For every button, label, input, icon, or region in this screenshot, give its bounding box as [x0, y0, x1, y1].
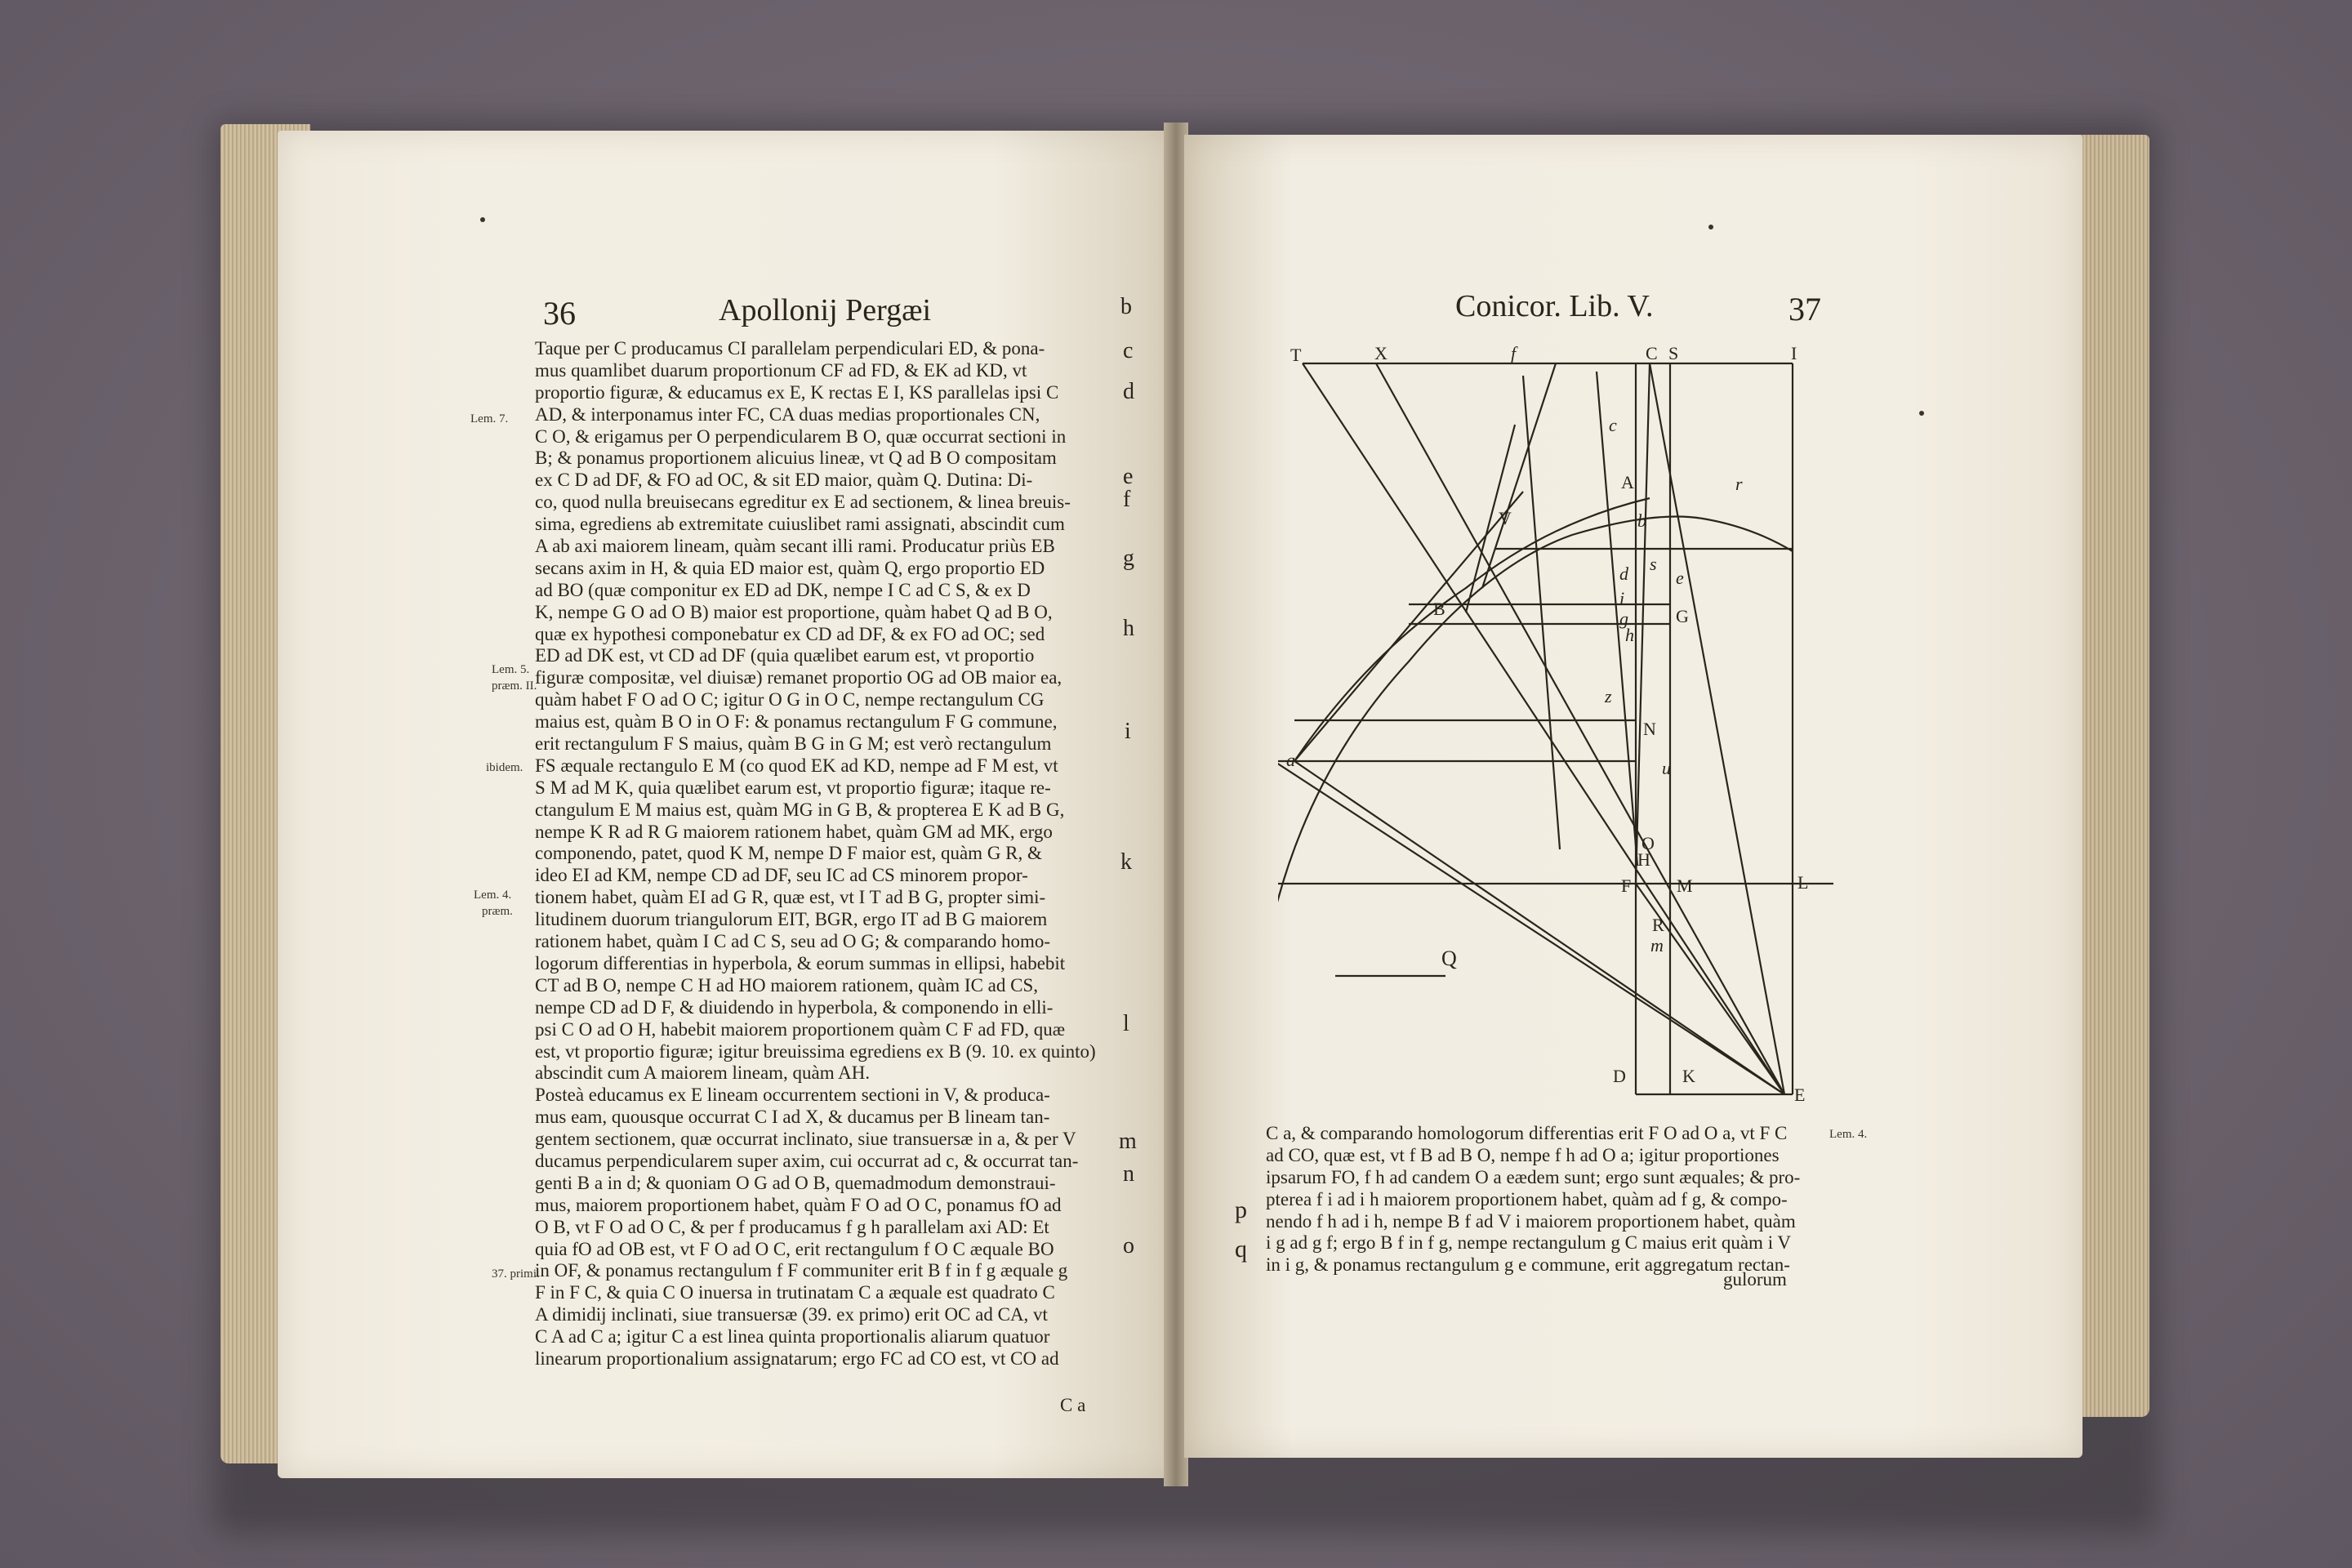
- fig-label: L: [1797, 872, 1809, 893]
- text-line: nendo f h ad i h, nempe B f ad V i maiorem proportionem habet, quàm: [1266, 1210, 1796, 1232]
- margin-letter: b: [1120, 294, 1132, 319]
- margin-note: 37. primi.: [492, 1267, 540, 1281]
- fig-label: z: [1605, 686, 1612, 706]
- fig-label: Q: [1441, 947, 1457, 970]
- fig-label: X: [1374, 343, 1388, 363]
- text-line: C A ad C a; igitur C a est linea quinta proportionalis aliarum quatuor: [535, 1326, 1050, 1348]
- fig-label: C: [1646, 343, 1658, 363]
- text-line: in OF, & ponamus rectangulum f F communiter erit B f in f g æquale g: [535, 1260, 1068, 1281]
- text-line: ideo EI ad KM, nempe CD ad DF, seu IC ad CS minorem propor-: [535, 865, 1028, 886]
- fig-label: T: [1290, 345, 1302, 365]
- text-line: nempe K R ad R G maiorem rationem habet, quàm GM ad MK, ergo: [535, 821, 1053, 842]
- margin-letter: c: [1123, 338, 1134, 363]
- page-speck: [480, 217, 485, 222]
- margin-letter: l: [1123, 1011, 1129, 1036]
- text-line: quæ ex hypothesi componebatur ex CD ad DF, & ex FO ad OC; sed: [535, 623, 1045, 644]
- text-line: ipsarum FO, f h ad candem O a eædem sunt; ergo sunt æquales; & pro-: [1266, 1166, 1801, 1187]
- fig-label: h: [1625, 625, 1634, 645]
- margin-note: Lem. 7.: [470, 412, 509, 425]
- fig-label: r: [1735, 474, 1743, 494]
- text-line: co, quod nulla breuisecans egreditur ex E ad sectionem, & linea breuis-: [535, 492, 1071, 513]
- fig-label: s: [1650, 554, 1657, 574]
- text-line: logorum differentias in hyperbola, & eorum summas in ellipsi, habebit: [535, 952, 1066, 973]
- margin-letter: o: [1123, 1233, 1134, 1258]
- margin-letter: q: [1235, 1236, 1247, 1263]
- text-line: psi C O ad O H, habebit maiorem proportionem quàm C F ad FD, quæ: [535, 1018, 1066, 1040]
- margin-note: Lem. 4.: [1829, 1128, 1868, 1141]
- text-line: ED ad DK est, vt CD ad DF (quia quælibet earum est, vt proportio: [535, 645, 1035, 666]
- fig-label: M: [1677, 875, 1693, 896]
- text-line: CT ad B O, nempe C H ad HO maiorem rationem, quàm IC ad CS,: [535, 974, 1039, 996]
- text-line: S M ad M K, quia quælibet earum est, vt proportio figuræ; itaque re-: [535, 777, 1051, 798]
- margin-note: præm. II.: [492, 679, 537, 693]
- page-speck: [1919, 411, 1924, 416]
- fig-label: c: [1609, 415, 1617, 435]
- right-page-edges: [2074, 135, 2149, 1417]
- fig-label: E: [1794, 1085, 1806, 1105]
- text-line: quia fO ad OB est, vt F O ad O C, erit rectangulum f O C æquale BO: [535, 1238, 1054, 1259]
- text-line: figuræ compositæ, vel diuisæ) remanet proportio OG ad OB maior ea,: [535, 667, 1062, 688]
- fig-label: u: [1662, 758, 1671, 778]
- text-line: pterea f i ad i h maiorem proportionem habet, quàm ad f g, & compo-: [1266, 1188, 1788, 1209]
- text-line: ctangulum E M maius est, quàm MG in G B, & propterea E K ad B G,: [535, 799, 1065, 820]
- fig-label: a: [1286, 750, 1295, 770]
- margin-note: præm.: [482, 905, 513, 918]
- text-line: proportio figuræ, & educamus ex E, K rectas E I, KS parallelas ipsi C: [535, 381, 1059, 403]
- text-line: C O, & erigamus per O perpendicularem B O, quæ occurrat sectioni in: [535, 425, 1067, 447]
- text-line: i g ad g f; ergo B f in f g, nempe rectangulum g C maius erit quàm i V: [1266, 1232, 1792, 1254]
- right-page-number: 37: [1788, 291, 1821, 327]
- text-line: O B, vt F O ad O C, & per f producamus f g h parallelam axi AD: Et: [535, 1216, 1049, 1237]
- geometric-diagram: [1278, 343, 1833, 1115]
- text-line: mus eam, quousque occurrat C I ad X, & ducamus per B lineam tan-: [535, 1107, 1050, 1128]
- left-catchword: C a: [1060, 1395, 1086, 1415]
- text-line: erit rectangulum F S maius, quàm B G in G M; est verò rectangulum: [535, 733, 1052, 755]
- margin-letter: h: [1123, 616, 1134, 641]
- margin-note: Lem. 4.: [474, 889, 512, 902]
- fig-label: N: [1643, 719, 1656, 739]
- text-line: ex C D ad DF, & FO ad OC, & sit ED maior, quàm Q. Dutina: Di-: [535, 470, 1033, 491]
- fig-label: D: [1613, 1066, 1626, 1086]
- left-page-number: 36: [543, 295, 576, 332]
- text-line: secans axim in H, & quia ED maior est, quàm Q, ergo proportio ED: [535, 557, 1045, 578]
- left-running-head: Apollonij Pergæi: [719, 293, 932, 327]
- text-line: abscindit cum A maiorem lineam, quàm AH.: [535, 1062, 871, 1084]
- fig-label: G: [1676, 606, 1689, 626]
- margin-note: Lem. 5.: [492, 663, 530, 676]
- text-line: ducamus perpendicularem super axim, cui occurrat ad c, & occurrat tan-: [535, 1150, 1079, 1171]
- fig-label: d: [1619, 564, 1628, 584]
- fig-label: m: [1650, 935, 1664, 956]
- text-line: Posteà educamus ex E lineam occurrentem sectioni in V, & produca-: [535, 1085, 1050, 1106]
- fig-label: F: [1621, 875, 1632, 896]
- text-line: sima, egrediens ab extremitate cuiuslibet rami assignati, abscindit cum: [535, 514, 1065, 535]
- margin-letter: n: [1123, 1161, 1134, 1187]
- diagram-line: [1482, 363, 1556, 588]
- fig-label: e: [1676, 568, 1684, 588]
- text-line: FS æquale rectangulo E M (co quod EK ad KD, nempe ad F M est, vt: [535, 755, 1058, 776]
- text-line: quàm habet F O ad O C; igitur O G in O C, nempe rectangulum CG: [535, 689, 1045, 710]
- text-line: genti B a in d; & quoniam O G ad O B, quemadmodum demonstraui-: [535, 1172, 1056, 1193]
- fig-label: b: [1637, 510, 1646, 531]
- fig-label: R: [1652, 915, 1664, 935]
- left-body-text: [535, 338, 1107, 1370]
- right-catchword: gulorum: [1723, 1269, 1787, 1290]
- text-line: K, nempe G O ad O B) maior est proportione, quàm habet Q ad B O,: [535, 601, 1053, 622]
- text-line: B; & ponamus proportionem alicuius lineæ, vt Q ad B O compositam: [535, 448, 1057, 469]
- text-line: componendo, patet, quod K M, nempe D F maior est, quàm G R, &: [535, 843, 1042, 864]
- text-line: C a, & comparando homologorum differentias erit F O ad O a, vt F C: [1266, 1123, 1788, 1143]
- diagram-line: [1376, 363, 1784, 1094]
- text-line: nempe CD ad D F, & diuidendo in hyperbola, & componendo in elli-: [535, 996, 1054, 1018]
- fig-label: O: [1642, 833, 1655, 853]
- margin-note: ibidem.: [486, 761, 523, 774]
- margin-letter: e: [1123, 464, 1134, 489]
- fig-label: I: [1791, 343, 1797, 363]
- diagram-svg: [1278, 343, 1833, 1115]
- fig-label: i: [1619, 588, 1625, 608]
- text-line: Taque per C producamus CI parallelam perpendiculari ED, & pona-: [535, 338, 1045, 359]
- margin-letter: p: [1235, 1196, 1247, 1223]
- fig-label: S: [1668, 343, 1679, 363]
- fig-label: V: [1499, 508, 1512, 528]
- text-line: linearum proportionalium assignatarum; ergo FC ad CO est, vt CO ad: [535, 1348, 1059, 1369]
- fig-label: A: [1621, 472, 1634, 492]
- text-line: mus quamlibet duarum proportionum CF ad FD, & EK ad KD, vt: [535, 359, 1027, 381]
- diagram-line: [1294, 761, 1784, 1094]
- left-page: [278, 131, 1172, 1478]
- margin-letter: g: [1123, 546, 1134, 571]
- right-running-head: Conicor. Lib. V.: [1455, 289, 1654, 323]
- text-line: maius est, quàm B O in O F: & ponamus rectangulum F G commune,: [535, 711, 1058, 733]
- text-line: mus, maiorem proportionem habet, quàm F O ad O C, ponamus fO ad: [535, 1194, 1062, 1215]
- text-line: est, vt proportio figuræ; igitur breuissima egrediens ex B (9. 10. ex quinto): [535, 1040, 1096, 1062]
- right-body-text: [1266, 1123, 1813, 1276]
- text-line: AD, & interponamus inter FC, CA duas medias proportionales CN,: [535, 403, 1040, 425]
- fig-label: H: [1637, 849, 1650, 870]
- text-line: tionem habet, quàm EI ad G R, quæ est, vt I T ad B G, propter simi-: [535, 887, 1046, 908]
- text-line: A ab axi maiorem lineam, quàm secant illi rami. Producatur priùs EB: [535, 536, 1055, 557]
- margin-letter: f: [1123, 487, 1131, 512]
- text-line: litudinem duorum triangulorum EIT, BGR, ergo IT ad B G maiorem: [535, 909, 1048, 930]
- text-line: in i g, & ponamus rectangulum g e commune, erit aggregatum rectan-: [1266, 1254, 1790, 1276]
- page-speck: [1708, 225, 1713, 229]
- diagram-line: [1278, 761, 1784, 1094]
- text-line: A dimidij inclinati, siue transuersæ (39. ex primo) erit OC ad CA, vt: [535, 1304, 1048, 1325]
- fig-label: B: [1433, 599, 1446, 619]
- text-line: ad CO, quæ est, vt f B ad B O, nempe f h ad O a; igitur proportiones: [1266, 1144, 1780, 1165]
- fig-label: f: [1511, 343, 1517, 363]
- text-line: gentem sectionem, quæ occurrat inclinato, siue transuersæ in a, & per V: [535, 1129, 1076, 1150]
- text-line: rationem habet, quàm I C ad C S, seu ad O G; & comparando homo-: [535, 931, 1051, 952]
- fig-label: g: [1619, 608, 1628, 629]
- text-line: F in F C, & quia C O inuersa in trutinatam C a æquale est quadrato C: [535, 1282, 1055, 1303]
- diagram-line: [1303, 363, 1784, 1094]
- margin-letter: k: [1120, 849, 1132, 875]
- margin-letter: i: [1125, 719, 1131, 744]
- diagram-line: [1597, 372, 1637, 866]
- diagram-curve: [1294, 498, 1650, 761]
- fig-label: K: [1682, 1066, 1695, 1086]
- text-line: ad BO (quæ componitur ex ED ad DK, nempe I C ad C S, & ex D: [535, 579, 1031, 600]
- margin-letter: m: [1119, 1129, 1137, 1154]
- margin-letter: d: [1123, 379, 1134, 404]
